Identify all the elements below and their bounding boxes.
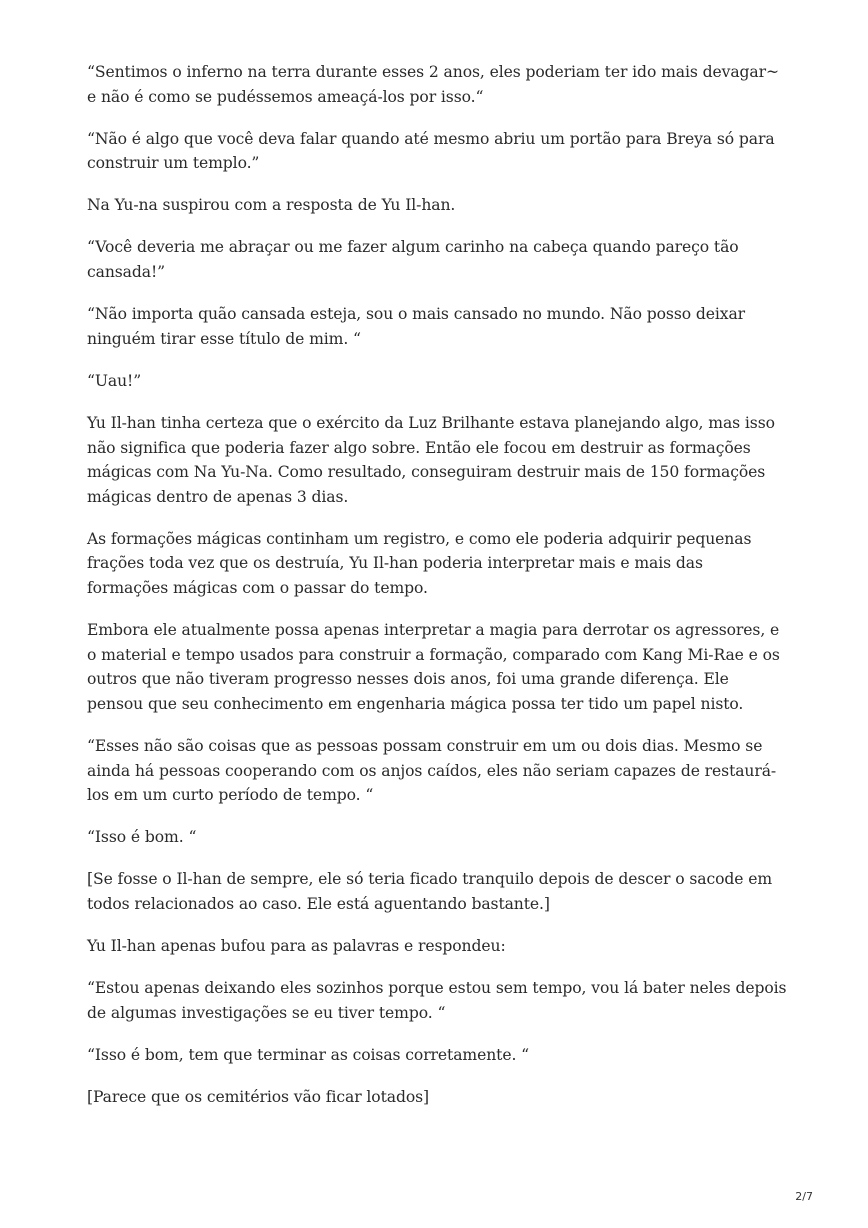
paragraph: “Estou apenas deixando eles sozinhos porque estou sem tempo, vou lá bater neles depois de algumas investigações se eu tiver tempo. “ bbox=[87, 979, 787, 1022]
paragraph: “Não importa quão cansada esteja, sou o mais cansado no mundo. Não posso deixar ninguém tirar esse título de mim. “ bbox=[87, 305, 746, 348]
paragraph: [Parece que os cemitérios vão ficar lotados] bbox=[87, 1087, 429, 1106]
paragraph: Yu Il-han apenas bufou para as palavras e respondeu: bbox=[87, 937, 506, 956]
paragraph: Embora ele atualmente possa apenas interpretar a magia para derrotar os agressores, e o material e tempo usados para construir a formação, comparado com Kang Mi-Rae e os outros que não tiveram progresso nesses dois anos, foi uma grande diferença. Ele pensou que seu conhecimento em engenharia mágica possa ter tido um papel nisto. bbox=[87, 621, 780, 713]
paragraph: “Você deveria me abraçar ou me fazer algum carinho na cabeça quando pareço tão cansada!” bbox=[87, 238, 739, 282]
paragraph: “Isso é bom, tem que terminar as coisas corretamente. “ bbox=[87, 1045, 530, 1064]
paragraph: Yu Il-han tinha certeza que o exército da Luz Brilhante estava planejando algo, mas isso não significa que poderia fazer algo sobre. Então ele focou em destruir as formações mágicas com Na Yu-Na. Como resultado, conseguiram destruir mais de 150 formações mágicas dentro de apenas 3 dias. bbox=[87, 413, 775, 506]
paragraph: “Sentimos o inferno na terra durante esses 2 anos, eles poderiam ter ido mais devagar~ e não é como se pudéssemos ameaçá-los por isso.“ bbox=[87, 63, 779, 106]
paragraph: “Uau!” bbox=[87, 371, 142, 390]
paragraph: Na Yu-na suspirou com a resposta de Yu Il-han. bbox=[87, 196, 456, 215]
paragraph: [Se fosse o Il-han de sempre, ele só teria ficado tranquilo depois de descer o sacode em todos relacionados ao caso. Ele está aguentando bastante.] bbox=[87, 870, 773, 913]
page-number: 2/7 bbox=[795, 1190, 813, 1203]
document-body bbox=[87, 60, 787, 1127]
paragraph: “Esses não são coisas que as pessoas possam construir em um ou dois dias. Mesmo se ainda há pessoas cooperando com os anjos caídos, eles não seriam capazes de restaurá-los em um curto período de tempo. “ bbox=[87, 736, 777, 805]
paragraph: “Isso é bom. “ bbox=[87, 828, 197, 847]
paragraph: “Não é algo que você deva falar quando até mesmo abriu um portão para Breya só para construir um templo.” bbox=[87, 129, 775, 173]
paragraph: As formações mágicas continham um registro, e como ele poderia adquirir pequenas frações toda vez que os destruía, Yu Il-han poderia interpretar mais e mais das formações mágicas com o passar do tempo. bbox=[87, 529, 752, 597]
